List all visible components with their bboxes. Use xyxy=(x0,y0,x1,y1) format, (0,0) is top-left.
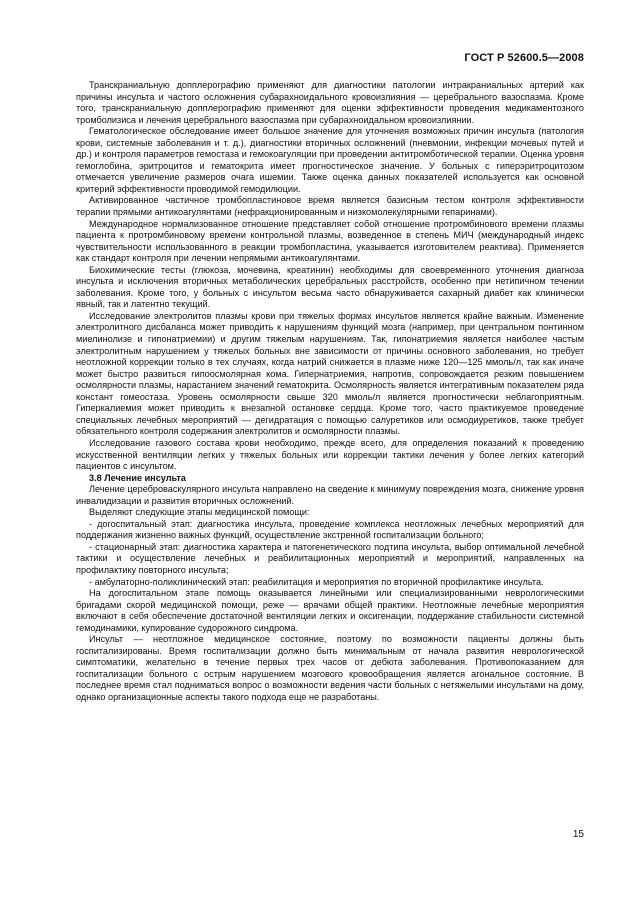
page-number: 15 xyxy=(572,829,584,840)
section-heading: 3.8 Лечение инсульта xyxy=(89,472,186,483)
paragraph: Исследование газового состава крови необходимо, прежде всего, для определения показаний к проведению искусственной вентиляции легких у тяжелых больных или коррекции тактики лечения у более легких категорий пациентов с инсультом. xyxy=(76,437,584,472)
paragraph: Лечение цереброваскулярного инсульта направлено на сведение к минимуму повреждения мозга, снижение уровня инвалидизации и развития вторичных осложнений. xyxy=(76,484,584,506)
paragraph: На догоспитальном этапе помощь оказывается линейными или специализированными неврологическими бригадами скорой медицинской помощи, реже — врачами общей практики. Неотложные лечебные мероприятия включают в себя обеспечение достаточной вентиляции легких и оксигенации, поддержание стабильности системной гемодинамики, купирование судорожного синдрома. xyxy=(76,588,584,633)
paragraph: Биохимические тесты (глюкоза, мочевина, креатинин) необходимы для своевременного уточнения диагноза инсульта и исключения вторичных метаболических церебральных расстройств, особенно при нетипичном течении заболевания. Кроме того, у больных с инсультом весьма часто обнаруживается сахарный диабет как клинически явный, так и латентно текущий. xyxy=(76,264,584,310)
paragraph: Гематологическое обследование имеет большое значение для уточнения возможных причин инсульта (патология крови, системные заболевания и т. д.), диагностики вторичных осложнений (пневмонии, инфекции мочевых путей и др.) и контроля параметров гемостаза и гемокоагуляции при проведении антитромботической терапии. Оценка уровня гемоглобина, эритроцитов и гематокрита имеет прогностическое значение. У больных с гиперэритроцитозом отмечается увеличение размеров очага ишемии. Также оценка данных показателей используется как основной критерий эффективности проводимой гемодилюции. xyxy=(76,126,584,194)
list-item: - амбулаторно-поликлинический этап: реабилитация и мероприятия по вторичной профилактике инсульта. xyxy=(89,576,544,587)
paragraph: Инсульт — неотложное медицинское состояние, поэтому по возможности пациенты должны быть госпитализированы. Время госпитализации должно быть минимальным от начала развития неврологической симптоматики, желательно в течение первых трех часов от дебюта заболевания. Противопоказанием для госпитализации больного с острым нарушением мозгового кровообращения является агональное состояние. В последнее время стал подниматься вопрос о возможности ведения части больных с нетяжелыми инсультами на дому, однако организационные аспекты такого подхода еще не разработаны. xyxy=(76,634,584,702)
paragraph: Транскраниальную допплерографию применяют для диагностики патологии интракраниальных артерий как причины инсульта и частого осложнения субарахноидального кровоизлияния — церебрального вазоспазма. Кроме того, транскраниальную допплерографию применяют для оценки эффективности проведения медикаментозного тромболизиса и лечения церебрального вазоспазма при субарахноидальном кровоизлиянии. xyxy=(76,80,584,125)
list-item: - догоспитальный этап: диагностика инсульта, проведение комплекса неотложных лечебных мероприятий для поддержания жизненно важных функций, осуществление экстренной госпитализации больного; xyxy=(76,518,584,541)
paragraph: Выделяют следующие этапы медицинской помощи: xyxy=(89,507,310,518)
list-item: - стационарный этап: диагностика характера и патогенетического подтипа инсульта, выбор оптимальной лечебной тактики и осуществление лечебных и реабилитационных мероприятий и мероприятий, направленных на профилактику повторного инсульта; xyxy=(76,541,584,575)
document-code-header: ГОСТ Р 52600.5—2008 xyxy=(464,52,584,64)
page-body xyxy=(76,80,584,704)
paragraph: Активированное частичное тромбопластиновое время является базисным тестом контроля эффективности терапии прямыми антикоагулянтами (нефракционированным и низкомолекулярными гепаринами). xyxy=(76,195,584,218)
paragraph: Международное нормализованное отношение представляет собой отношение протромбинового времени плазмы пациента к протромбиновому времени контрольной плазмы, возведенное в степень МИЧ (международный индекс чувствительности использованного в реакции тромбопластина, указывается изготовителем реактива). Применяется как стандарт контроля при лечении непрямыми антикоагулянтами. xyxy=(76,218,584,264)
paragraph: Исследование электролитов плазмы крови при тяжелых формах инсультов является крайне важным. Изменение электролитного дисбаланса может приводить к нарушениям функций мозга (например, при центральном понтинном миелинолизе и гипонатриемии) и другим тяжелым нарушениям. Так, гипонатриемия является наиболее частым электролитным нарушением у тяжелых больных вне зависимости от причины основного заболевания, но требует неотложной коррекции только в тех случаях, когда натрий снижается в плазме ниже 120—125 ммоль/л, так как иначе может быстро развиться гипоосмолярная кома. Гипернатриемия, напротив, сопровождается резким повышением осмолярности плазмы, нарастанием значений гематокрита. Осмолярность является интегративным показателем ряда констант гомеостаза. Уровень осмолярности свыше 320 ммоль/л является прогностически неблагоприятным. Гиперкалиемия может приводить к внезапной остановке сердца. Кроме того, часто практикуемое проведение специальных лечебных мероприятий — дегидратация с помощью салуретиков или осмодиуретиков, также требует обязательного контроля содержания электролитов и осмолярности плазмы. xyxy=(76,310,584,437)
